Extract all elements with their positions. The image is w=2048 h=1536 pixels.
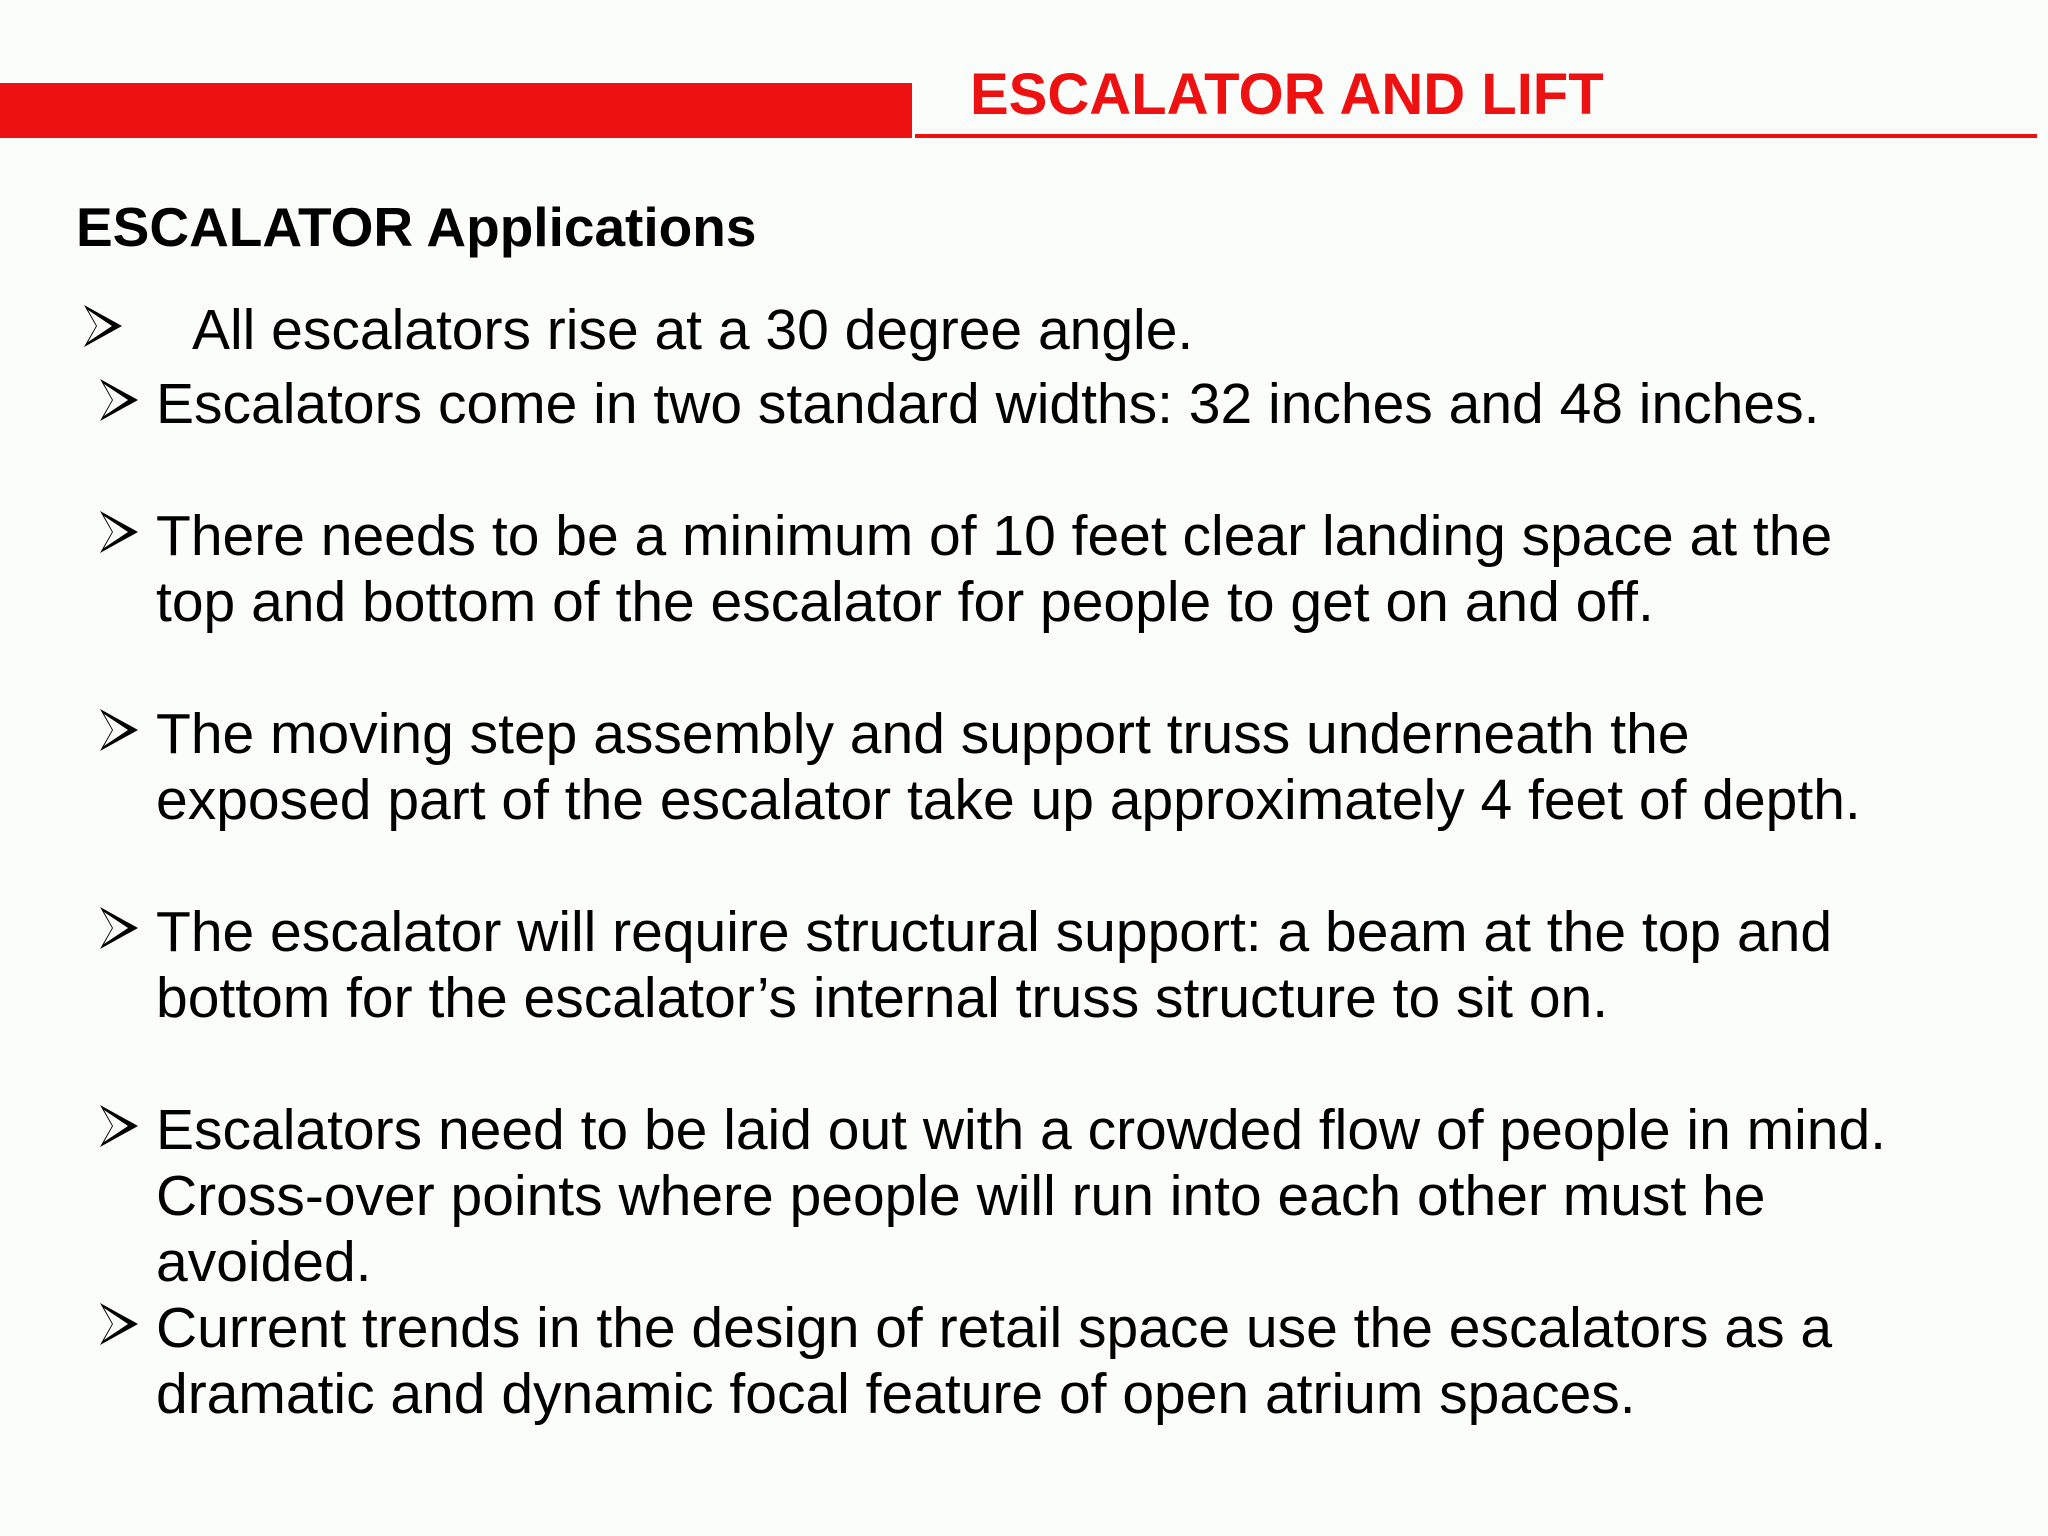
- title-underline-rule: [915, 134, 2037, 138]
- bullet-text: Current trends in the design of retail space use the escalators as a dramatic and dynamic focal feature of open atrium spaces.: [156, 1296, 1833, 1426]
- bullet-text: There needs to be a minimum of 10 feet clear landing space at the top and bottom of the escalator for people to get on and off.: [156, 504, 1833, 634]
- bullet-text: The escalator will require structural support: a beam at the top and bottom for the escalator’s internal truss structure to sit on.: [156, 900, 1833, 1030]
- arrowhead-bullet-icon: [82, 303, 124, 349]
- bullet-text: Escalators need to be laid out with a crowded flow of people in mind. Cross-over points where people will run into each other must he avoided.: [156, 1098, 1887, 1294]
- slide-title: ESCALATOR AND LIFT: [970, 62, 1604, 127]
- arrowhead-bullet-icon: [98, 509, 140, 555]
- arrowhead-bullet-icon: [98, 905, 140, 951]
- bullet-text: Escalators come in two standard widths: 32 inches and 48 inches.: [156, 372, 1820, 436]
- bullet-text: All escalators rise at a 30 degree angle.: [192, 298, 1194, 362]
- arrowhead-bullet-icon: [98, 707, 140, 753]
- bullet-text: The moving step assembly and support truss underneath the exposed part of the escalator take up approximately 4 feet of depth.: [156, 702, 1861, 832]
- arrowhead-bullet-icon: [98, 1103, 140, 1149]
- section-heading: ESCALATOR Applications: [76, 196, 757, 258]
- arrowhead-bullet-icon: [98, 1301, 140, 1347]
- header-red-bar: [0, 83, 912, 138]
- arrowhead-bullet-icon: [98, 377, 140, 423]
